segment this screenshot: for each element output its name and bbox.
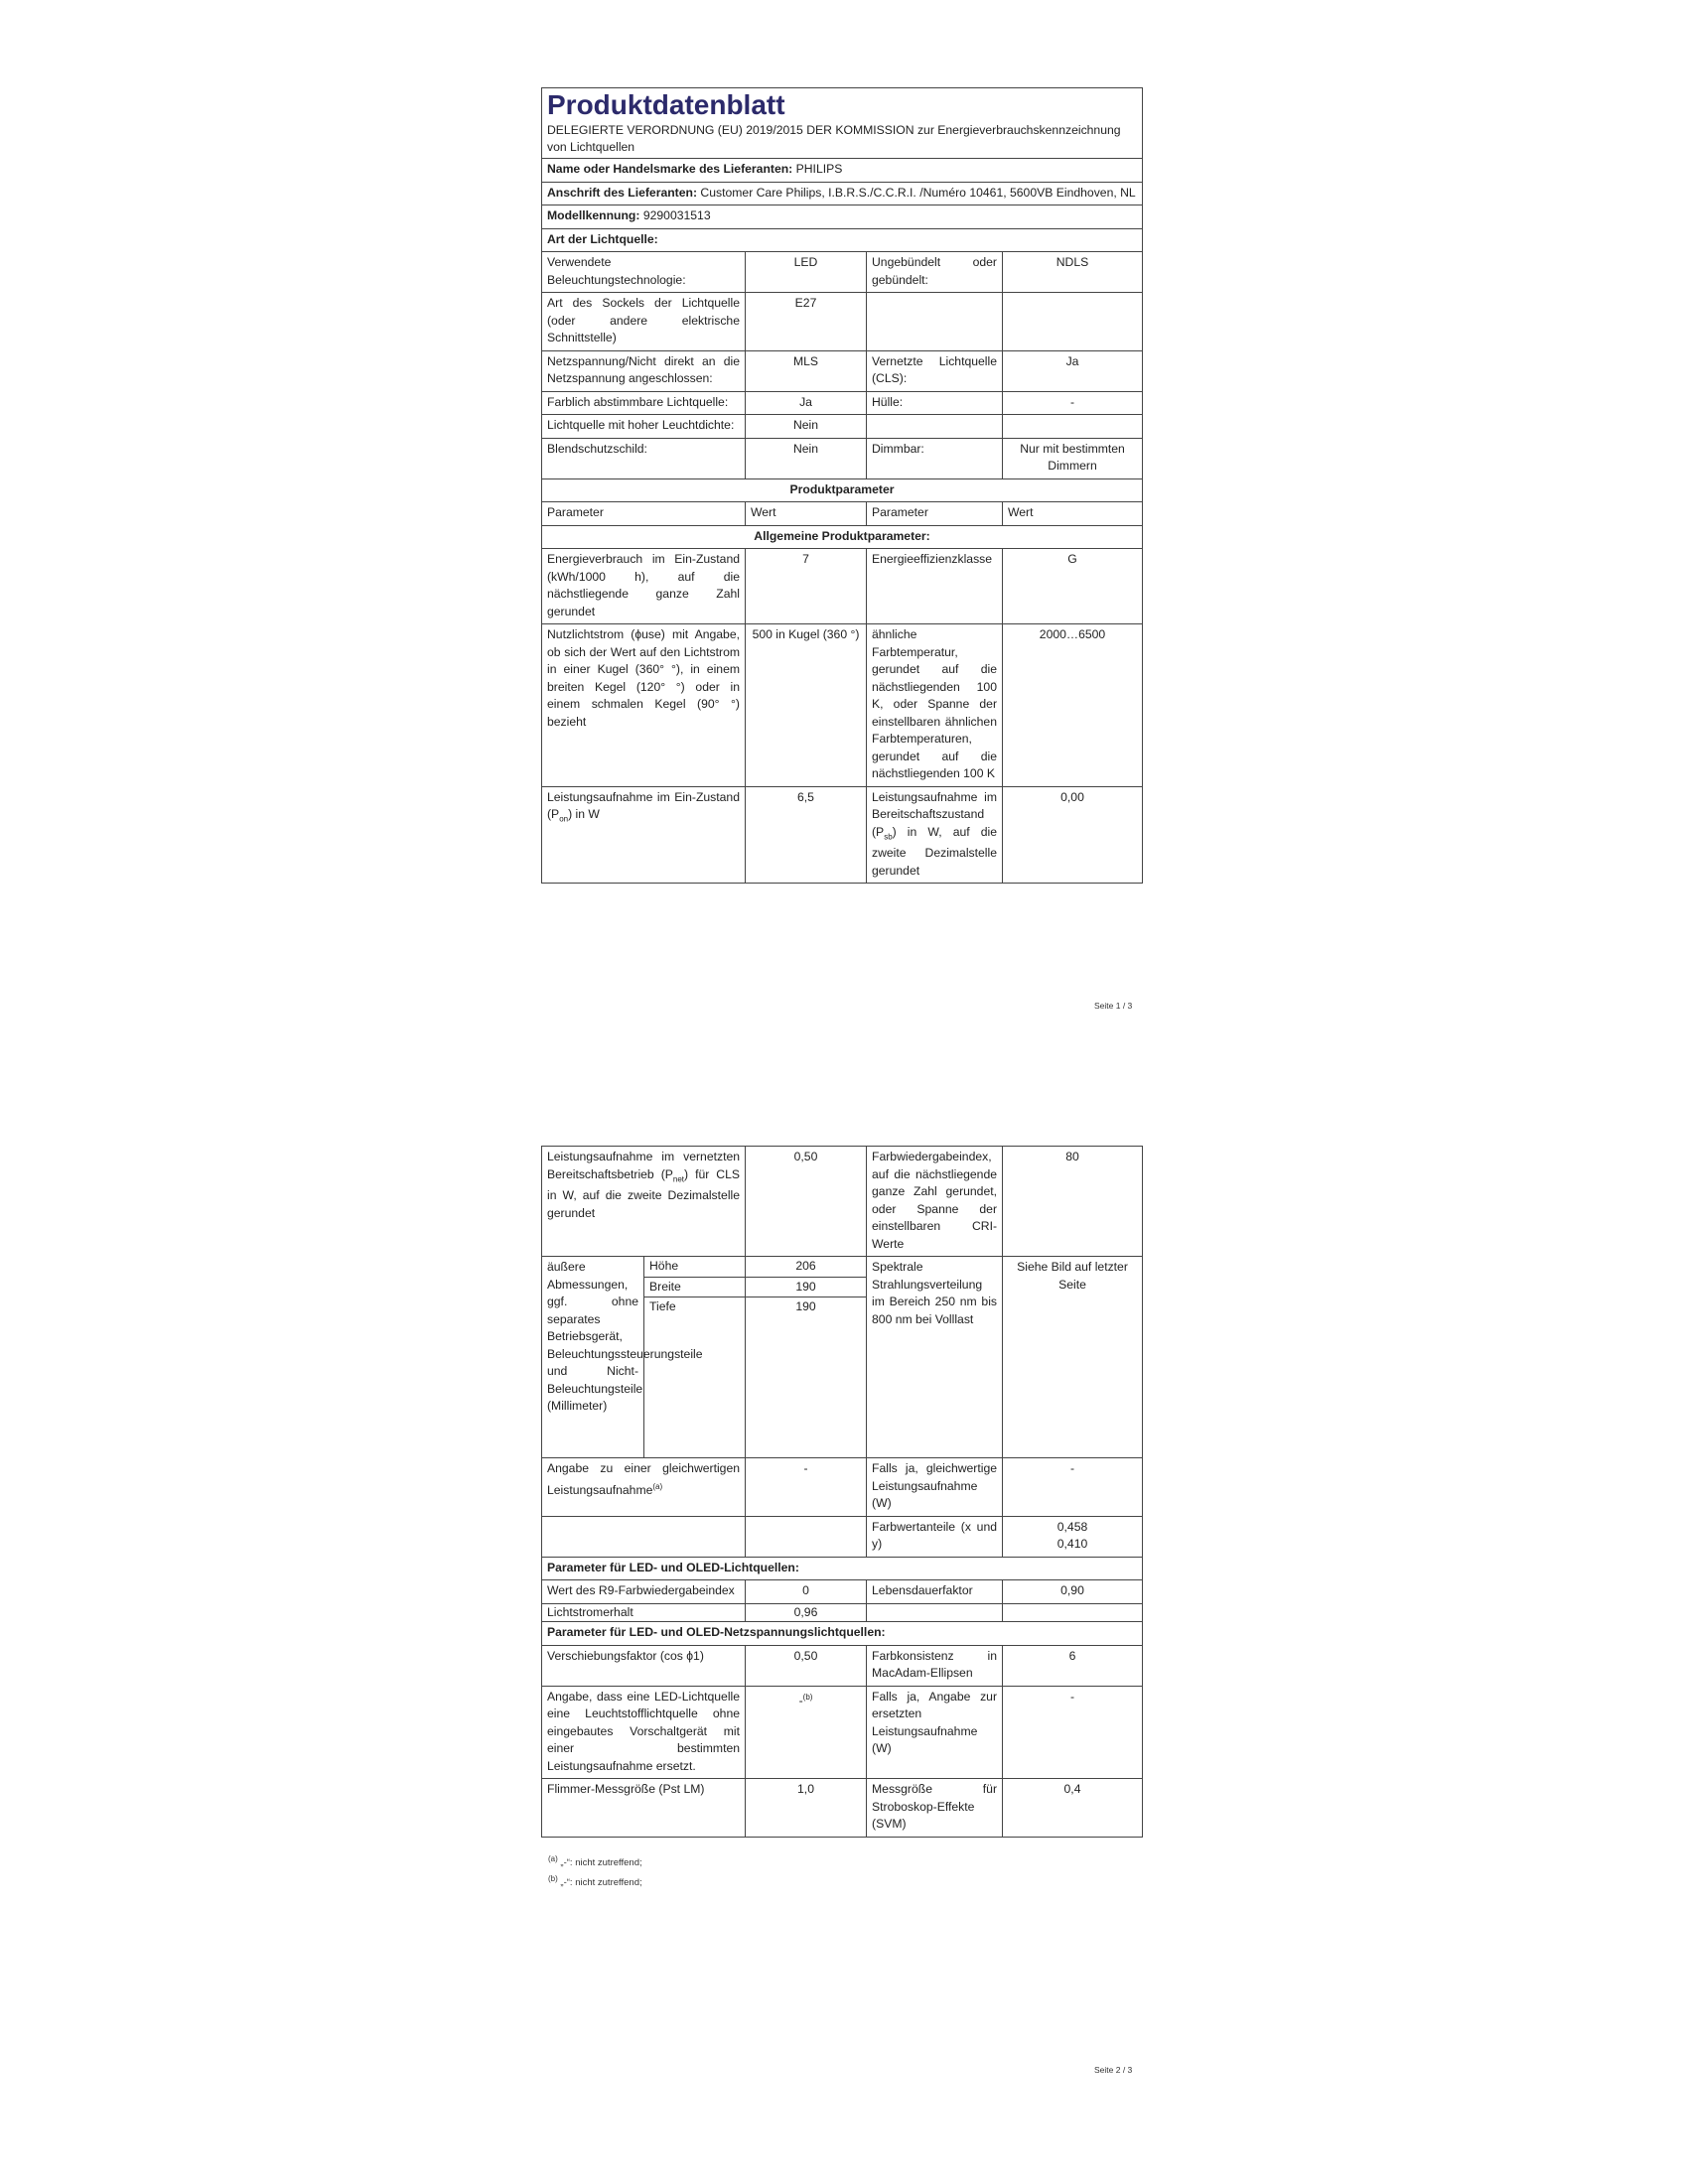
supplier-label: Name oder Handelsmarke des Lieferanten: [547, 162, 793, 176]
general-heading: Allgemeine Produktparameter: [542, 525, 1143, 549]
type-heading: Art der Lichtquelle: [542, 228, 1143, 252]
label-part: Leistungsaufnahme im vernetzten Bereitschaftsbetrieb (P [547, 1150, 741, 1181]
dimension-row [542, 1257, 1143, 1278]
dimension-name: Höhe [644, 1257, 746, 1278]
type-value [1003, 293, 1143, 351]
general-row [542, 624, 1143, 787]
param-label: Lichtstromerhalt [542, 1603, 746, 1622]
column-header: Parameter [542, 502, 746, 526]
type-value: - [1003, 391, 1143, 415]
page-number: Seite 2 / 3 [1094, 2065, 1133, 2075]
product-datasheet-table [541, 87, 1143, 884]
type-value: Ja [1003, 350, 1143, 391]
param-label: Energieverbrauch im Ein-Zustand (kWh/1000 h), auf die nächstliegende ganze Zahl gerundet [542, 549, 746, 624]
param-label: Angabe, dass eine LED-Lichtquelle eine Leuchtstofflichtquelle ohne eingebautes Vorschaltgerät mit einer bestimmten Leistungsaufnahme ersetzt. [542, 1686, 746, 1779]
label-part: ) für CLS in W, auf die zweite Dezimalstelle gerundet [547, 1166, 741, 1220]
param-label: Falls ja, Angabe zur ersetzten Leistungsaufnahme (W) [867, 1686, 1003, 1779]
model-row [542, 205, 1143, 229]
param-label: Nutzlichtstrom (ϕuse) mit Angabe, ob sich der Wert auf den Lichtstrom in einer Kugel (360° °), in einem breiten Kegel (120° °) oder in einem schmalen Kegel (90° °) bezieht [542, 624, 746, 787]
column-header: Wert [746, 502, 867, 526]
param-label: Falls ja, gleichwertige Leistungsaufnahme (W) [867, 1458, 1003, 1517]
header-cell [542, 88, 1143, 159]
address-value: Customer Care Philips, I.B.R.S./C.C.R.I. /Numéro 10461, 5600VB Eindhoven, NL [700, 185, 1136, 200]
type-label: Ungebündelt oder gebündelt: [867, 252, 1003, 293]
param-value: 0,96 [746, 1603, 867, 1622]
label-subscript: on [559, 814, 569, 824]
param-label: Energieeffizienzklasse [867, 549, 1003, 624]
type-row [542, 350, 1143, 391]
param-label [542, 1147, 746, 1257]
param-value: 0,50 [746, 1645, 867, 1686]
type-value: Ja [746, 391, 867, 415]
model-label: Modellkennung: [547, 208, 640, 222]
page-1-sheet [541, 87, 1142, 884]
footnote-marker: (b) [802, 1692, 813, 1702]
page-2-sheet [541, 1146, 1142, 1838]
dimension-value: 190 [746, 1277, 867, 1297]
param-row [542, 1645, 1143, 1686]
chroma-y: 0,410 [1056, 1537, 1088, 1551]
footnote-a [548, 1854, 642, 1868]
value-text: - [798, 1693, 803, 1707]
type-value: E27 [746, 293, 867, 351]
general-row [542, 549, 1143, 624]
led-heading: Parameter für LED- und OLED-Lichtquellen: [542, 1557, 1143, 1580]
dimensions-label: äußere Abmessungen, ggf. ohne separates Betriebsgerät, Beleuchtungssteuerungsteile und Nicht-Beleuchtungsteile (Millimeter) [542, 1257, 644, 1458]
type-label [867, 415, 1003, 439]
param-value: 500 in Kugel (360 °) [746, 624, 867, 787]
label-part: Leistungsaufnahme im Bereitschaftszustand (P [872, 789, 997, 839]
param-value: 6,5 [746, 786, 867, 884]
param-label: Wert des R9-Farbwiedergabeindex [542, 1580, 746, 1604]
param-value: 0,4 [1003, 1779, 1143, 1838]
param-value: 0,90 [1003, 1580, 1143, 1604]
param-value: 7 [746, 549, 867, 624]
param-label: Farbwiedergabeindex, auf die nächstliegende ganze Zahl gerundet, oder Spanne der einstellbaren CRI-Werte [867, 1147, 1003, 1257]
type-row [542, 438, 1143, 478]
param-label [542, 786, 746, 884]
param-value: 2000…6500 [1003, 624, 1143, 787]
dimension-value: 190 [746, 1297, 867, 1317]
param-value [746, 1686, 867, 1779]
type-label: Lichtquelle mit hoher Leuchtdichte: [542, 415, 746, 439]
type-label: Verwendete Beleuchtungstechnologie: [542, 252, 746, 293]
supplier-value: PHILIPS [795, 162, 843, 176]
model-value: 9290031513 [642, 208, 711, 222]
param-value: 0 [746, 1580, 867, 1604]
page-title: Produktdatenblatt [547, 89, 785, 120]
column-header-row [542, 502, 1143, 526]
param-row [542, 1458, 1143, 1517]
param-value: Siehe Bild auf letzter Seite [1003, 1257, 1143, 1458]
address-label: Anschrift des Lieferanten: [547, 185, 698, 200]
type-label: Netzspannung/Nicht direkt an die Netzspannung angeschlossen: [542, 350, 746, 391]
param-label [867, 1603, 1003, 1622]
dimension-name: Tiefe [644, 1297, 746, 1317]
label-subscript: net [672, 1173, 685, 1183]
type-label: Dimmbar: [867, 438, 1003, 478]
param-value: - [1003, 1686, 1143, 1779]
type-row [542, 415, 1143, 439]
param-row [542, 1603, 1143, 1622]
param-label: Messgröße für Stroboskop-Effekte (SVM) [867, 1779, 1003, 1838]
param-row [542, 1686, 1143, 1779]
footnote-text: „-“: nicht zutreffend; [560, 1857, 642, 1869]
param-label: Verschiebungsfaktor (cos ϕ1) [542, 1645, 746, 1686]
type-label: Hülle: [867, 391, 1003, 415]
address-row [542, 182, 1143, 205]
general-row [542, 786, 1143, 884]
param-label [867, 786, 1003, 884]
param-value: G [1003, 549, 1143, 624]
footnote-text: „-“: nicht zutreffend; [560, 1877, 642, 1889]
chromaticity-value [1003, 1516, 1143, 1557]
type-row [542, 293, 1143, 351]
type-label [867, 293, 1003, 351]
param-value: - [746, 1458, 867, 1517]
footnote-marker: (a) [652, 1481, 663, 1491]
label-part: ) in W, auf die zweite Dezimalstelle gerundet [872, 824, 997, 878]
type-label: Art des Sockels der Lichtquelle (oder andere elektrische Schnittstelle) [542, 293, 746, 351]
param-value: 80 [1003, 1147, 1143, 1257]
label-part: ) in W [568, 807, 600, 821]
param-label [542, 1458, 746, 1517]
param-row [542, 1147, 1143, 1257]
type-row [542, 391, 1143, 415]
type-value: NDLS [1003, 252, 1143, 293]
type-value: LED [746, 252, 867, 293]
page-number: Seite 1 / 3 [1094, 1001, 1133, 1011]
footnote-marker: (b) [548, 1874, 558, 1883]
type-row [542, 252, 1143, 293]
dimension-name: Breite [644, 1277, 746, 1297]
type-value: Nein [746, 438, 867, 478]
type-value: Nein [746, 415, 867, 439]
label-part: Leistungsaufnahme im Ein-Zustand (P [547, 789, 740, 821]
param-label: Farbwertanteile (x und y) [867, 1516, 1003, 1557]
param-value: 0,00 [1003, 786, 1143, 884]
param-label: Flimmer-Messgröße (Pst LM) [542, 1779, 746, 1838]
type-label: Farblich abstimmbare Lichtquelle: [542, 391, 746, 415]
param-row [542, 1779, 1143, 1838]
footnote-marker: (a) [548, 1854, 558, 1863]
param-row [542, 1516, 1143, 1557]
type-label: Blendschutzschild: [542, 438, 746, 478]
dimension-value: 206 [746, 1257, 867, 1278]
param-value: - [1003, 1458, 1143, 1517]
param-value: 0,50 [746, 1147, 867, 1257]
type-value: Nur mit bestimmten Dimmern [1003, 438, 1143, 478]
dimension-filler [644, 1317, 746, 1458]
product-datasheet-table-continued [541, 1146, 1143, 1838]
param-label: ähnliche Farbtemperatur, gerundet auf die nächstliegenden 100 K, oder Spanne der einstellbaren ähnlichen Farbtemperaturen, gerundet auf die nächstliegenden 100 K [867, 624, 1003, 787]
type-label: Vernetzte Lichtquelle (CLS): [867, 350, 1003, 391]
type-value: MLS [746, 350, 867, 391]
column-header: Wert [1003, 502, 1143, 526]
param-label: Lebensdauerfaktor [867, 1580, 1003, 1604]
empty-cell [746, 1516, 867, 1557]
column-header: Parameter [867, 502, 1003, 526]
regulation-text: DELEGIERTE VERORDNUNG (EU) 2019/2015 DER KOMMISSION zur Energieverbrauchskennzeichnung von Lichtquellen [547, 123, 1121, 154]
type-value [1003, 415, 1143, 439]
empty-cell [542, 1516, 746, 1557]
chroma-x: 0,458 [1056, 1519, 1088, 1534]
label-part: Angabe zu einer gleichwertigen Leistungsaufnahme [547, 1461, 741, 1497]
param-value [1003, 1603, 1143, 1622]
param-row [542, 1580, 1143, 1604]
param-value: 1,0 [746, 1779, 867, 1838]
param-label: Farbkonsistenz in MacAdam-Ellipsen [867, 1645, 1003, 1686]
mains-heading: Parameter für LED- und OLED-Netzspannungslichtquellen: [542, 1622, 1143, 1646]
dimension-filler [746, 1317, 867, 1458]
footnote-b [548, 1874, 642, 1888]
params-heading: Produktparameter [542, 478, 1143, 502]
param-value: 6 [1003, 1645, 1143, 1686]
label-subscript: sb [884, 831, 893, 841]
supplier-row [542, 159, 1143, 183]
param-label: Spektrale Strahlungsverteilung im Bereich 250 nm bis 800 nm bei Volllast [867, 1257, 1003, 1458]
